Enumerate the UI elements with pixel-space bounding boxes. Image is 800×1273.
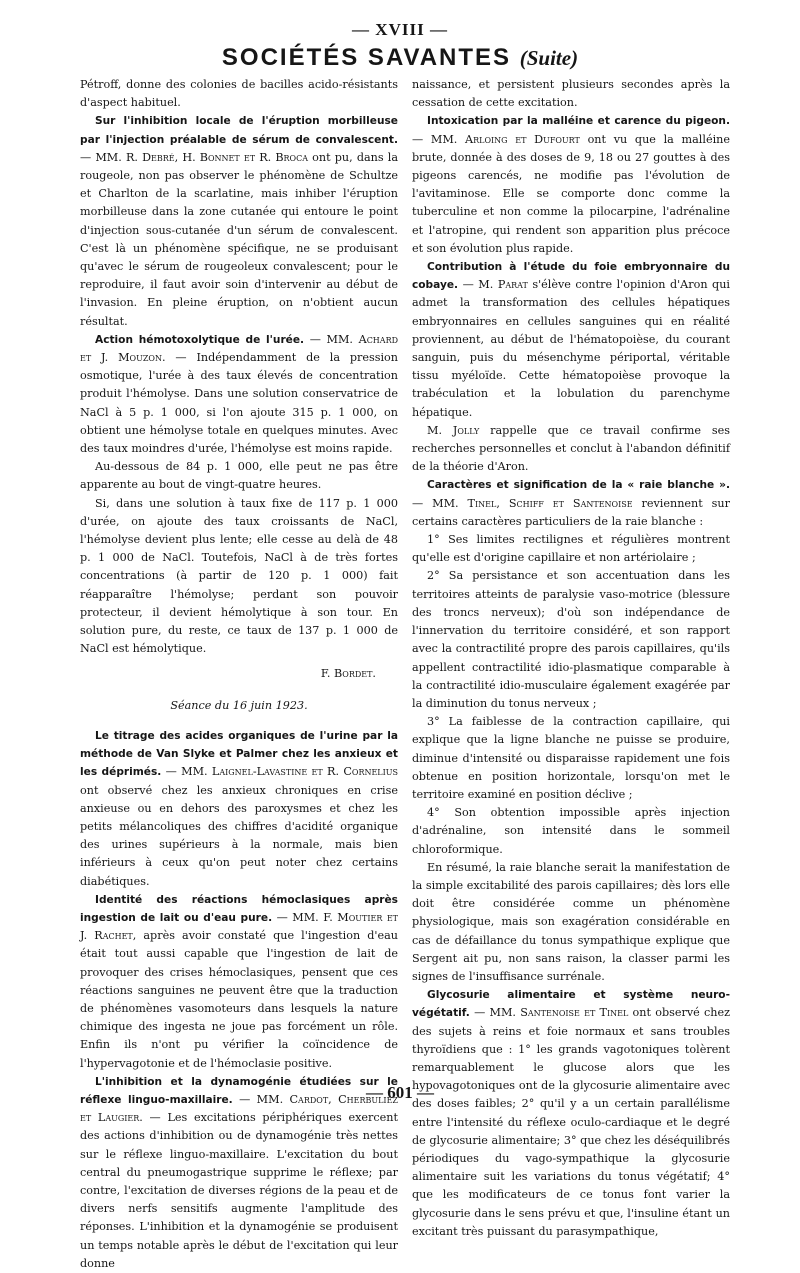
article-achard: [80, 331, 398, 458]
article-title: Identité des réactions hémoclasiques après ingestion de lait ou d'eau pure.: [80, 893, 398, 924]
authors-prefix: — M.: [458, 278, 498, 292]
article-moutier: [80, 891, 398, 1073]
authors-prefix: M.: [427, 423, 453, 437]
section-title: [0, 44, 800, 72]
article-laignel: [80, 727, 398, 891]
paragraph: En résumé, la raie blanche serait la manifestation de la simple excitabilité des parois capillaires; dès lors elle doit être considérée comme un phénomène physiologique, mais son exagération considérable en cas de défaillance du tonus sympathique explique que Sergent ait pu, non sans raison, la classer parmi les signes de l'insuffisance surrénale.: [412, 860, 730, 983]
article-debre: [80, 112, 398, 330]
article-authors: Jolly: [452, 423, 480, 437]
page-roman-numeral: — XVIII —: [352, 20, 448, 39]
article-parat: [412, 258, 730, 422]
article-body: reviennent sur certains caractères particuliers de la raie blanche :: [412, 496, 730, 528]
paragraph: naissance, et persistent plusieurs secondes après la cessation de cette excitation.: [412, 78, 730, 110]
list-item: 4° Son obtention impossible après injection d'adrénaline, son intensité dans le sommeil chloroformique.: [412, 806, 730, 856]
article-authors: Tinel, Schiff et Santenoise: [467, 496, 633, 510]
article-body: rappelle que ce travail confirme ses recherches personnelles et conclut à l'abandon définitif de la théorie d'Aron.: [412, 423, 730, 474]
article-body: ont observé chez les anxieux chroniques en crise anxieuse ou en dehors des paroxysmes et chez les petits mélancoliques des chiffres d'acidité organique des urines supérieurs à la normale, mais bien inférieurs à ceux qu'on peut noter chez certains diabétiques.: [80, 783, 398, 888]
paragraph-jolly: [412, 422, 730, 477]
right-column: [412, 76, 730, 1241]
article-body: après avoir constaté que l'ingestion d'eau était tout aussi capable que l'ingestion de lait de provoquer des crises hémoclasiques, pensent que ces réactions sanguines ne peuvent être que la traduction de phénomènes vasomoteurs dans lesquels la nature chimique des ingesta ne joue pas forcément un rôle. Enfin ils n'ont pu vérifier la coïncidence de l'hypervagotonie et de l'hémoclasie positive.: [80, 929, 398, 1070]
paragraph: Si, dans une solution à taux fixe de 117 p. 1 000 d'urée, on ajoute des taux croissants de NaCl, l'hémolyse devient plus lente; elle cesse au delà de 48 p. 1 000 de NaCl. Toutefois, NaCl à de très fortes concentrations (à partir de 120 p. 1 000) fait réapparaître l'hémolyse; perdant son pouvoir protecteur, il devient hémolytique à son tour. En solution pure, du reste, ce taux de 137 p. 1 000 de NaCl est hémolytique.: [80, 496, 398, 656]
article-title: Glycosurie alimentaire et système neuro-végétatif.: [412, 989, 730, 1020]
article-santenoise: [412, 986, 730, 1241]
paragraph: Au-dessous de 84 p. 1 000, elle peut ne pas être apparente au bout de vingt-quatre heures.: [80, 460, 398, 492]
article-authors: Arloing et Dufourt: [465, 132, 580, 146]
article-body: — Les excitations périphériques exercent des actions d'inhibition ou de dynamogénie très nettes sur le réflexe linguo-maxillaire. L'excitation du bout central du pneumogastrique supprime le réflexe; par contre, l'excitation de diverses régions de la peau et de divers nerfs sensitifs augmente l'amplitude des réponses. L'inhibition et la dynamogénie se produisent un temps notable après le début de l'excitation qui leur donne: [80, 1111, 398, 1270]
article-body: ont observé chez des sujets à reins et foie normaux et sans troubles thyroïdiens que : 1° les grands vagotoniques tolèrent remarquablement le glucose alors que les hypovagotoniques ont de la glycosurie alimentaire avec des doses faibles; 2° qu'il y a un certain parallélisme entre l'intensité du réflexe oculo-cardiaque et le degré de glycosurie alimentaire; 3° que chez les déséquilibrés périodiques du vago-sympathique la glycosurie alimentaire suit les variations du tonus végétatif; 4° que les modificateurs de ce tonus font varier la glycosurie dans le sens prévu et que, l'insuline étant un excitant très puissant du parasympathique,: [412, 1006, 730, 1238]
page-number: — 601 —: [366, 1083, 434, 1102]
article-authors: Achard et J. Mouzon.: [80, 332, 399, 365]
article-title: Caractères et signification de la « raie blanche ».: [427, 479, 730, 492]
article-body: — Indépendamment de la pression osmotique, l'urée à des taux élevés de concentration produit l'hémolyse. Dans une solution conservatrice de NaCl à 5 p. 1 000, si l'on ajoute 315 p. 1 000, on obtient une hémolyse totale en quelques minutes. Avec des taux moindres d'urée, l'hémolyse est moins rapide.: [80, 351, 398, 456]
list-item: 3° La faiblesse de la contraction capillaire, qui explique que la ligne blanche ne puisse se produire, diminue d'intensité ou disparaisse rapidement une fois obtenue en position horizontale, lorsqu'on met le territoire examiné en position déclive ;: [412, 715, 730, 801]
section-title-text: SOCIÉTÉS SAVANTES: [221, 44, 512, 71]
section-title-suite: (Suite): [519, 46, 579, 70]
authors-prefix: — MM.: [272, 910, 324, 924]
article-authors: Laignel-Lavastine et R. Cornelius: [211, 765, 399, 779]
authors-prefix: — MM.: [304, 332, 359, 346]
article-body: ont pu, dans la rougeole, non pas observer le phénomène de Schultze et Charlton de la scarlatine, mais inhiber l'éruption morbilleuse dans la zone cutanée qui entoure le point d'injection sous-cutanée d'un sérum de convalescent. C'est là un phénomène spécifique, ne se produisant qu'avec le sérum de rougeoleux convalescent; pour le reproduire, il faut avoir soin d'intervenir au début de l'invasion. En pleine éruption, on n'obtient aucun résultat.: [80, 150, 398, 328]
article-arloing: [412, 112, 730, 258]
article-authors: Parat: [497, 278, 528, 292]
article-authors: Santenoise et Tinel: [520, 1006, 629, 1020]
article-body: s'élève contre l'opinion d'Aron qui admet la transformation des cellules hépatiques embryonnaires en cellules sanguines qui en réalité proviennent, au début de l'hématopoièse, du courant sanguin, puis du mésenchyme périportal, véritable tissu myéloïde. Cette hématopoièse provoque la trabéculation et la lobulation du parenchyme hépatique.: [412, 278, 730, 419]
signature: F. Bordet.: [320, 666, 376, 680]
authors-prefix: — MM.: [161, 765, 212, 779]
article-tinel: [412, 476, 730, 531]
authors-prefix: — MM.: [412, 132, 466, 146]
article-body: ont vu que la malléine brute, donnée à des doses de 9, 18 ou 27 gouttes à des pigeons carencés, ne modifie pas l'évolution de l'avitaminose. Elle se comporte donc comme la tuberculine et non comme la pilocarpine, l'adrénaline et l'atropine, qui rendent son apparition plus précoce et son évolution plus rapide.: [412, 132, 730, 255]
list-item: 1° Ses limites rectilignes et régulières montrent qu'elle est d'origine capillaire et non artériolaire ;: [412, 533, 730, 565]
article-title: Sur l'inhibition locale de l'éruption morbilleuse par l'injection préalable de sérum de convalescent.: [80, 115, 398, 146]
paragraph: Pétroff, donne des colonies de bacilles acido-résistants d'aspect habituel.: [80, 78, 398, 110]
article-title: L'inhibition et la dynamogénie étudiées sur le réflexe linguo-maxillaire.: [80, 1075, 398, 1106]
authors-prefix: — MM.: [412, 496, 468, 510]
authors-prefix: — MM.: [80, 150, 126, 164]
article-title: Action hémotoxolytique de l'urée.: [95, 333, 305, 346]
authors-prefix: — MM.: [469, 1006, 521, 1020]
article-title: Le titrage des acides organiques de l'urine par la méthode de Van Slyke et Palmer chez les anxieux et les déprimés.: [80, 729, 398, 779]
article-title: Contribution à l'étude du foie embryonnaire du cobaye.: [412, 261, 730, 292]
list-item: 2° Sa persistance et son accentuation dans les territoires atteints de paralysie vaso-motrice (blessure des troncs nerveux); d'où son indépendance de l'innervation du territoire considéré, et son rapport avec la contractilité propre des parois capillaires, qu'ils appellent contractilité idio-plasmatique comparable à la contractilité idio-musculaire également exagérée par la diminution du tonus nerveux ;: [412, 569, 730, 710]
article-title: Intoxication par la malléine et carence du pigeon.: [427, 115, 730, 128]
article-authors: Cardot, Cherbuliez et Laugier.: [80, 1092, 398, 1125]
article-authors: R. Debré, H. Bonnet et R. Broca: [125, 150, 309, 164]
article-authors: F. Moutier et J. Rachet,: [80, 910, 398, 943]
authors-prefix: — MM.: [232, 1092, 290, 1106]
session-date: Séance du 16 juin 1923.: [170, 698, 308, 712]
